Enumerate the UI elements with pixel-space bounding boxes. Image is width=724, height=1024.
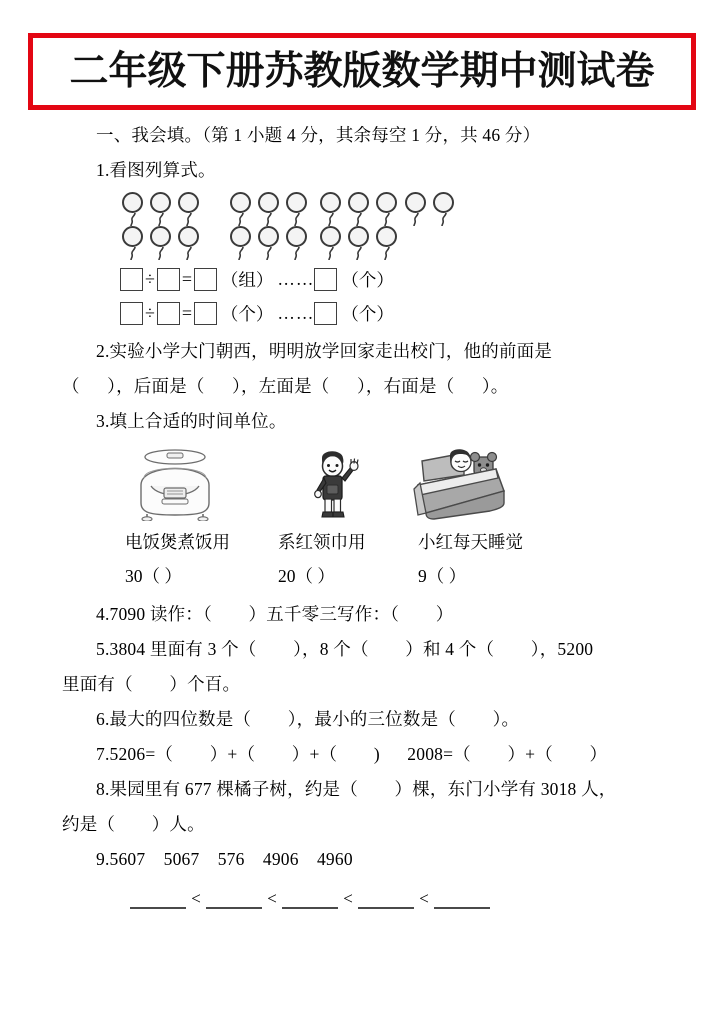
- exam-body: [0, 118, 724, 909]
- balloon: [403, 192, 429, 226]
- compare-blank[interactable]: [282, 893, 338, 909]
- equals-sign: =: [181, 302, 192, 323]
- balloon: [148, 192, 174, 226]
- q3-value-2[interactable]: 9（ ）: [418, 566, 467, 586]
- less-than-sign: <: [191, 889, 201, 908]
- question-3-values: [0, 563, 724, 597]
- compare-blank[interactable]: [358, 893, 414, 909]
- balloon: [318, 226, 344, 260]
- unit-piece-label: （个）: [220, 303, 274, 324]
- question-9-compare-row: [0, 877, 724, 909]
- balloon-row-bottom: [318, 226, 402, 260]
- remainder-dots: ……: [277, 302, 315, 323]
- compare-blank[interactable]: [130, 893, 186, 909]
- balloon: [346, 192, 372, 226]
- answer-box[interactable]: [194, 268, 217, 291]
- balloon: [318, 192, 344, 226]
- answer-box[interactable]: [157, 268, 180, 291]
- girl-sleeping-icon: [404, 445, 508, 526]
- question-9-numbers: 9.5607 5067 576 4906 4960: [96, 849, 353, 869]
- answer-box[interactable]: [157, 302, 180, 325]
- balloon-row-top: [228, 192, 312, 226]
- balloon: [256, 192, 282, 226]
- compare-blank[interactable]: [434, 893, 490, 909]
- balloon: [284, 192, 310, 226]
- balloon: [374, 192, 400, 226]
- balloon-group: [120, 192, 204, 260]
- divide-sign: ÷: [145, 302, 155, 323]
- equals-sign: =: [181, 268, 192, 289]
- unit-group-label: （组）: [220, 269, 274, 290]
- compare-blank[interactable]: [206, 893, 262, 909]
- answer-box[interactable]: [314, 302, 337, 325]
- balloon: [228, 226, 254, 260]
- balloon: [228, 192, 254, 226]
- question-5-line-1: 5.3804 里面有 3 个（ ），8 个（ ）和 4 个（ ），5200: [96, 639, 594, 659]
- balloon-row-top: [318, 192, 402, 226]
- question-3-illustrations: [0, 445, 724, 523]
- question-3-labels: [0, 529, 724, 563]
- title-inner-frame: [33, 38, 691, 105]
- section-1-heading: 一、我会填。（第 1 小题 4 分，其余每空 1 分，共 46 分）: [96, 125, 541, 145]
- divide-sign: ÷: [145, 268, 155, 289]
- balloon: [284, 226, 310, 260]
- unit-piece-label: （个）: [341, 303, 394, 324]
- q3-value-1[interactable]: 20（ ）: [278, 566, 335, 586]
- question-2-line-1: 2.实验小学大门朝西，明明放学回家走出校门，他的前面是: [96, 341, 553, 361]
- question-8-line-2: 约是（ ）人。: [62, 814, 205, 834]
- balloon: [256, 226, 282, 260]
- balloon: [176, 226, 202, 260]
- rice-cooker-icon: [127, 445, 223, 526]
- balloon: [431, 192, 457, 226]
- question-5-line-2: 里面有（ ）个百。: [62, 674, 241, 694]
- answer-box[interactable]: [120, 302, 143, 325]
- balloon-illustration: [0, 192, 724, 264]
- balloon-group-extra: [403, 192, 459, 226]
- balloon-row-bottom: [120, 226, 204, 260]
- balloon-group: [228, 192, 312, 260]
- question-7: 7.5206=（ ）+（ ）+（ ) 2008=（ ）+（ ）: [96, 744, 608, 764]
- question-1-prompt: 1.看图列算式。: [96, 160, 216, 180]
- unit-piece-label: （个）: [341, 269, 394, 290]
- question-4: 4.7090 读作：（ ）五千零三写作：（ ）: [96, 604, 454, 624]
- question-8-line-1: 8.果园里有 677 棵橘子树，约是（ ）棵，东门小学有 3018 人，: [96, 779, 617, 799]
- title-banner: [28, 33, 696, 110]
- less-than-sign: <: [267, 889, 277, 908]
- remainder-dots: ……: [277, 268, 315, 289]
- question-3-prompt: 3.填上合适的时间单位。: [96, 411, 287, 431]
- question-6: 6.最大的四位数是（ ），最小的三位数是（ ）。: [96, 709, 520, 729]
- less-than-sign: <: [419, 889, 429, 908]
- question-1-equation-1: [0, 264, 724, 294]
- balloon: [374, 226, 400, 260]
- balloon: [176, 192, 202, 226]
- q3-value-0[interactable]: 30（ ）: [125, 566, 182, 586]
- answer-box[interactable]: [314, 268, 337, 291]
- balloon: [148, 226, 174, 260]
- question-1-equation-2: [0, 298, 724, 328]
- balloon: [120, 192, 146, 226]
- q3-label-0: 电饭煲煮饭用: [125, 532, 230, 552]
- page-title: 二年级下册苏教版数学期中测试卷: [69, 48, 655, 94]
- less-than-sign: <: [343, 889, 353, 908]
- balloon-row-top: [120, 192, 204, 226]
- balloon-row-bottom: [228, 226, 312, 260]
- answer-box[interactable]: [194, 302, 217, 325]
- balloon: [120, 226, 146, 260]
- balloon-row-top: [403, 192, 459, 226]
- question-2-line-2: （ ），后面是（ ），左面是（ ），右面是（ ）。: [62, 376, 509, 396]
- q3-label-2: 小红每天睡觉: [418, 532, 523, 552]
- answer-box[interactable]: [120, 268, 143, 291]
- boy-waving-icon: [305, 445, 365, 526]
- q3-label-1: 系红领巾用: [278, 532, 366, 552]
- balloon-group: [318, 192, 402, 260]
- balloon: [346, 226, 372, 260]
